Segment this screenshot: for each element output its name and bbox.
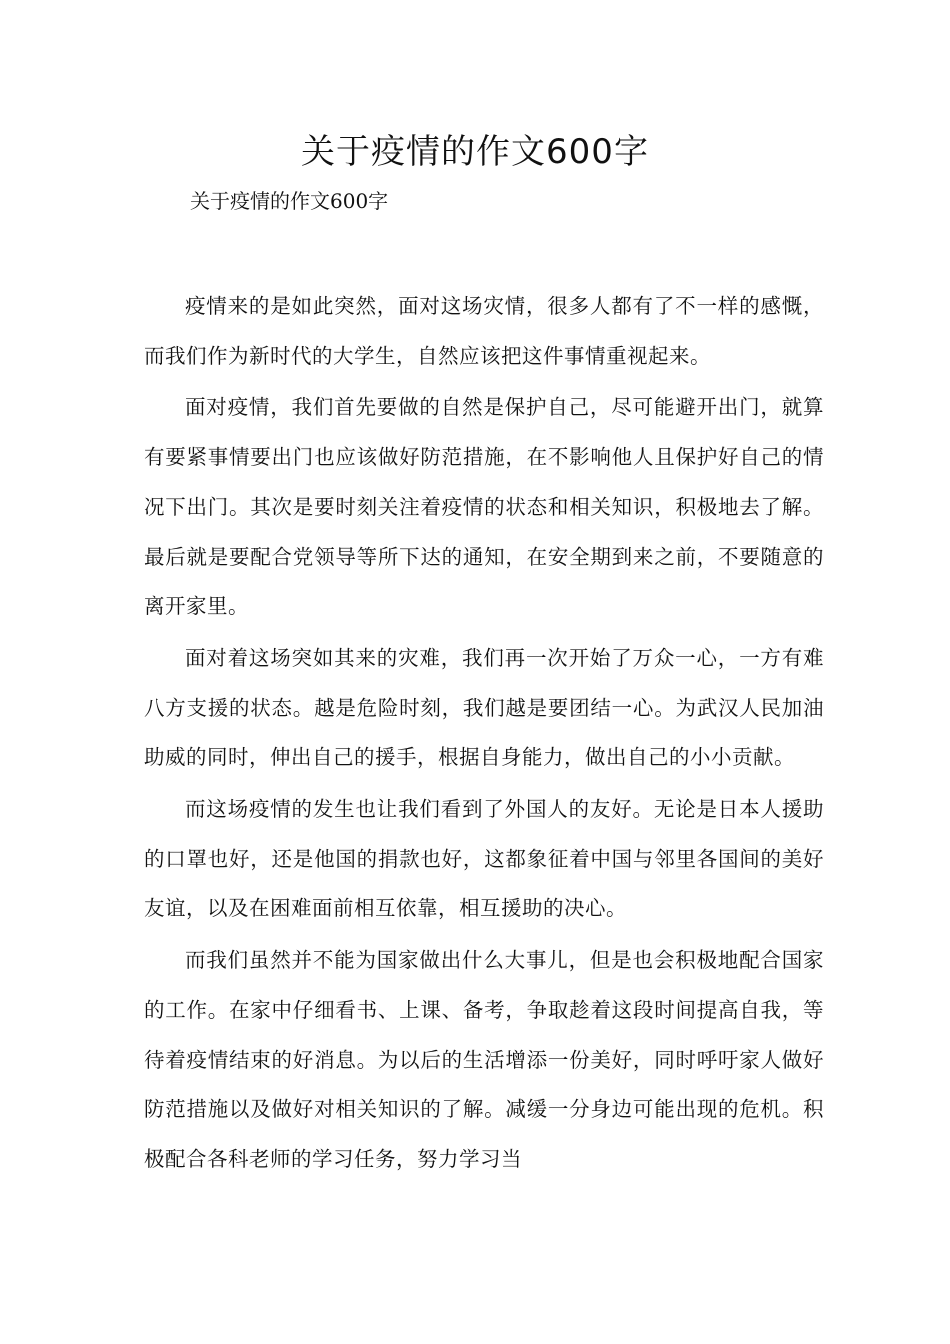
document-title: 关于疫情的作文600字 xyxy=(301,132,649,172)
paragraph-2: 面对疫情，我们首先要做的自然是保护自己，尽可能避开出门，就算有要紧事情要出门也应该做好防范措施，在不影响他人且保护好自己的情况下出门。其次是要时刻关注着疫情的状态和相关知识，积极地去了解。最后就是要配合党领导等所下达的通知，在安全期到来之前，不要随意的离开家里。 xyxy=(144,395,824,619)
paragraph-1: 疫情来的是如此突然，面对这场灾情，很多人都有了不一样的感慨，而我们作为新时代的大学生，自然应该把这件事情重视起来。 xyxy=(144,294,824,368)
paragraph-3: 面对着这场突如其来的灾难，我们再一次开始了万众一心，一方有难八方支援的状态。越是危险时刻，我们越是要团结一心。为武汉人民加油助威的同时，伸出自己的援手，根据自身能力，做出自己的小小贡献。 xyxy=(144,645,824,770)
paragraph-4: 而这场疫情的发生也让我们看到了外国人的友好。无论是日本人援助的口罩也好，还是他国的捐款也好，这都象征着中国与邻里各国间的美好友谊，以及在困难面前相互依靠，相互援助的决心。 xyxy=(144,797,824,921)
document-subtitle: 关于疫情的作文600字 xyxy=(190,189,389,213)
paragraph-5: 而我们虽然并不能为国家做出什么大事儿，但是也会积极地配合国家的工作。在家中仔细看书、上课、备考，争取趁着这段时间提高自我，等待着疫情结束的好消息。为以后的生活增添一份美好，同时呼吁家人做好防范措施以及做好对相关知识的了解。减缓一分身边可能出现的危机。积极配合各科老师的学习任务，努力学习当 xyxy=(144,948,824,1171)
document-body xyxy=(144,282,824,1187)
